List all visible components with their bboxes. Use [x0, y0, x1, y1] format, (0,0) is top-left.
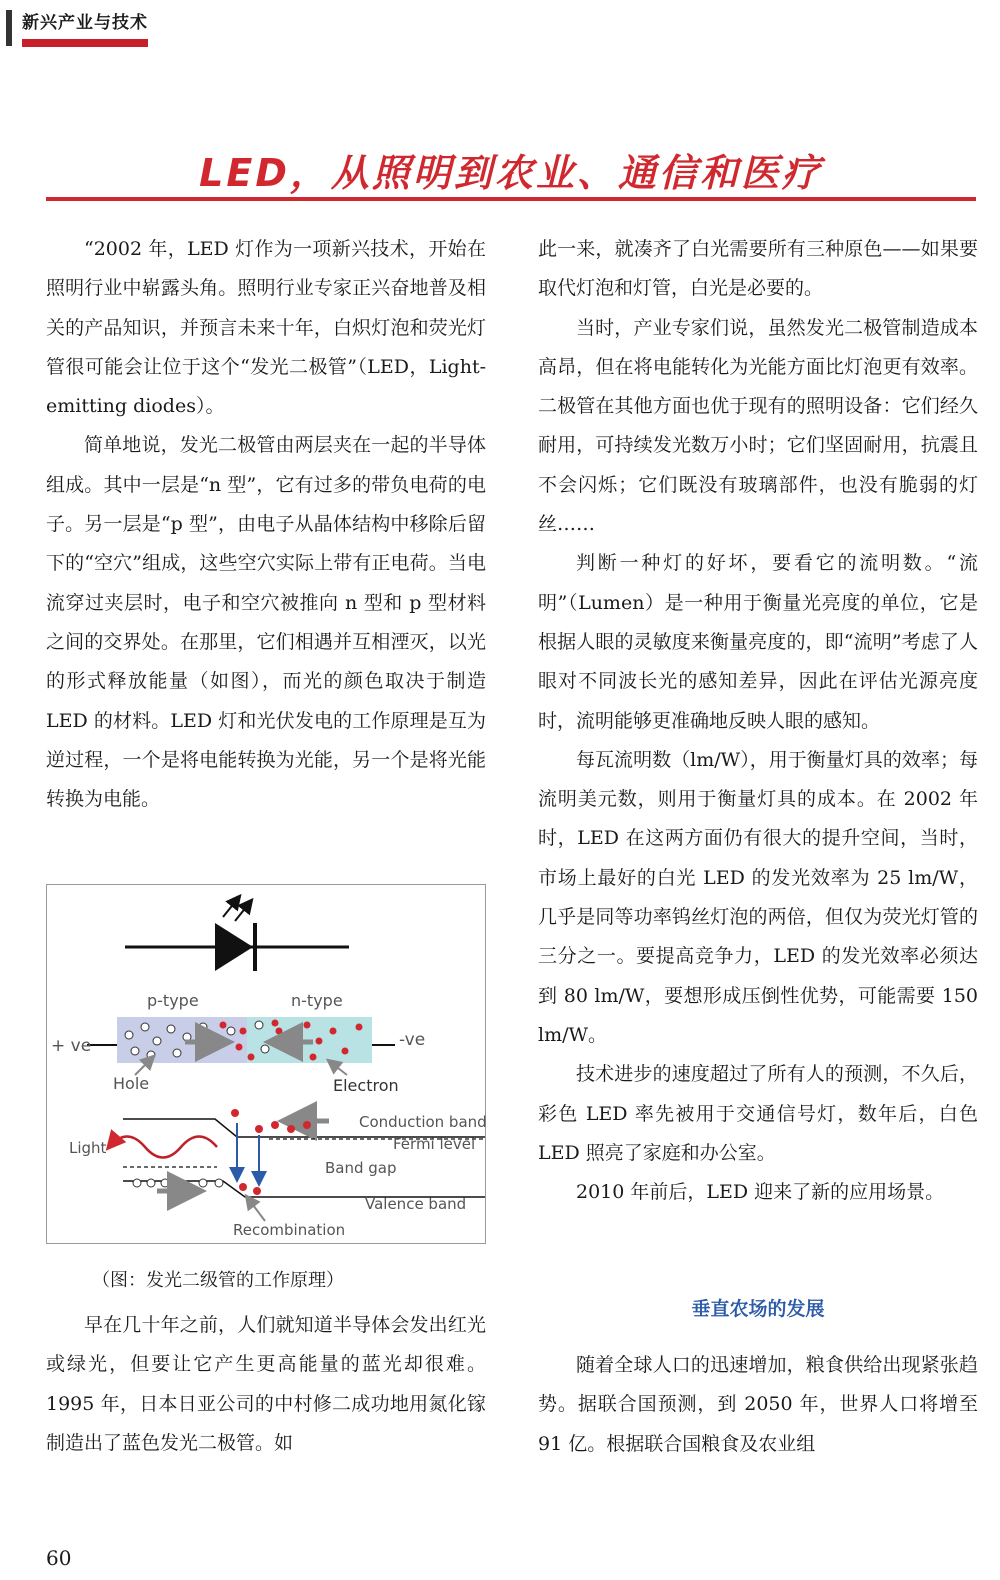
led-diagram-svg	[47, 885, 487, 1245]
paragraph: 每瓦流明数（lm/W），用于衡量灯具的效率；每流明美元数，则用于衡量灯具的成本。在 2002 年时，LED 在这两方面仍有很大的提升空间，当时，市场上最好的白光 LED 的发光效率为 25 lm/W，几乎是同等功率钨丝灯泡的两倍，但仅为荧光灯管的三分之一。要提高竞争力，LED 的发光效率必须达到 80 lm/W，要想形成压倒性优势，可能需要 150 lm/W。	[538, 748, 978, 1046]
article-title: LED，从照明到农业、通信和医疗	[199, 151, 823, 195]
paragraph: “2002 年，LED 灯作为一项新兴技术，开始在照明行业中崭露头角。照明行业专家正兴奋地普及相关的产品知识，并预言未来十年，白炽灯泡和荧光灯管很可能会让位于这个“发光二极管”（LED，Light-emitting diodes）。	[46, 238, 486, 418]
negative-terminal-label: -ve	[399, 1030, 426, 1050]
paragraph: 此一来，就凑齐了白光需要所有三种原色——如果要取代灯泡和灯管，白光是必要的。	[538, 238, 978, 300]
electron-label: Electron	[333, 1076, 399, 1095]
recombination-label: Recombination	[233, 1221, 346, 1239]
emphasis: 流明	[538, 552, 978, 614]
emphasis: 每瓦流明数	[576, 748, 672, 771]
page-number: 60	[46, 1546, 72, 1570]
conduction-band-label: Conduction band	[359, 1113, 487, 1131]
figure-caption: （图：发光二级管的工作原理）	[92, 1270, 344, 1291]
paragraph: 简单地说，发光二极管由两层夹在一起的半导体组成。其中一层是“n 型”，它有过多的带负电荷的电子。另一层是“p 型”，由电子从晶体结构中移除后留下的“空穴”组成，这些空穴实际上带有正电荷。当电流穿过夹层时，电子和空穴被推向 n 型和 p 型材料之间的交界处。在那里，它们相遇并互相湮灭，以光的形式释放能量（如图），而光的颜色取决于制造 LED 的材料。LED 灯和光伏发电的工作原理是互为逆过程，一个是将电能转换为光能，另一个是将光能转换为电能。	[46, 434, 486, 811]
band-gap-label: Band gap	[325, 1159, 397, 1177]
p-type-label: p-type	[147, 991, 199, 1010]
n-type-label: n-type	[291, 991, 343, 1010]
positive-terminal-label: + ve	[51, 1036, 92, 1056]
fermi-level-label: Fermi level	[393, 1135, 476, 1153]
emphasis: 技术进步的速度超过了所有人的预测	[576, 1063, 883, 1086]
title-divider	[46, 197, 976, 201]
hole-label: Hole	[113, 1074, 150, 1093]
paragraph: 随着全球人口的迅速增加，粮食供给出现紧张趋势。据联合国预测，到 2050 年，世界人口将增至 91 亿。根据联合国粮食及农业组	[538, 1354, 978, 1455]
light-wave	[109, 1137, 217, 1158]
right-column	[538, 230, 978, 1212]
paragraph: 2010 年前后，LED 迎来了新的应用场景。	[576, 1181, 945, 1204]
led-diagram	[46, 884, 486, 1244]
diode-symbol-icon	[125, 897, 349, 971]
left-column-bottom	[46, 1306, 486, 1463]
p-region	[117, 1017, 247, 1063]
section-tag: 新兴产业与技术	[22, 8, 148, 47]
paragraph: 当时，产业专家们说，虽然发光二极管制造成本高昂，但在将电能转化为光能方面比灯泡更有效率。二极管在其他方面也优于现有的照明设备：它们经久耐用，可持续发光数万小时；它们坚固耐用，抗震且不会闪烁；它们既没有玻璃部件，也没有脆弱的灯丝……	[538, 316, 978, 536]
valence-band-label: Valence band	[365, 1195, 467, 1213]
paragraph: 判断一种灯的好坏，要看它的流明数。“流明”（Lumen）是一种用于衡量光亮度的单位，它是根据人眼的灵敏度来衡量亮度的，即“流明”考虑了人眼对不同波长光的感知差异，因此在评估光源亮度时，流明能够更准确地反映人眼的感知。	[538, 552, 978, 732]
left-column	[46, 230, 486, 819]
header-bar-mark	[6, 10, 12, 46]
right-column-bottom	[538, 1346, 978, 1464]
section-subheading: 垂直农场的发展	[691, 1298, 825, 1320]
light-label: Light	[69, 1139, 107, 1157]
emphasis: 每流明美元数	[538, 748, 978, 811]
paragraph: 技术进步的速度超过了所有人的预测，不久后，彩色 LED 率先被用于交通信号灯，数年后，白色 LED 照亮了家庭和办公室。	[538, 1063, 978, 1164]
paragraph: 早在几十年之前，人们就知道半导体会发出红光或绿光，但要让它产生更高能量的蓝光却很难。1995 年，日本日亚公司的中村修二成功地用氮化镓制造出了蓝色发光二极管。如	[46, 1314, 486, 1454]
